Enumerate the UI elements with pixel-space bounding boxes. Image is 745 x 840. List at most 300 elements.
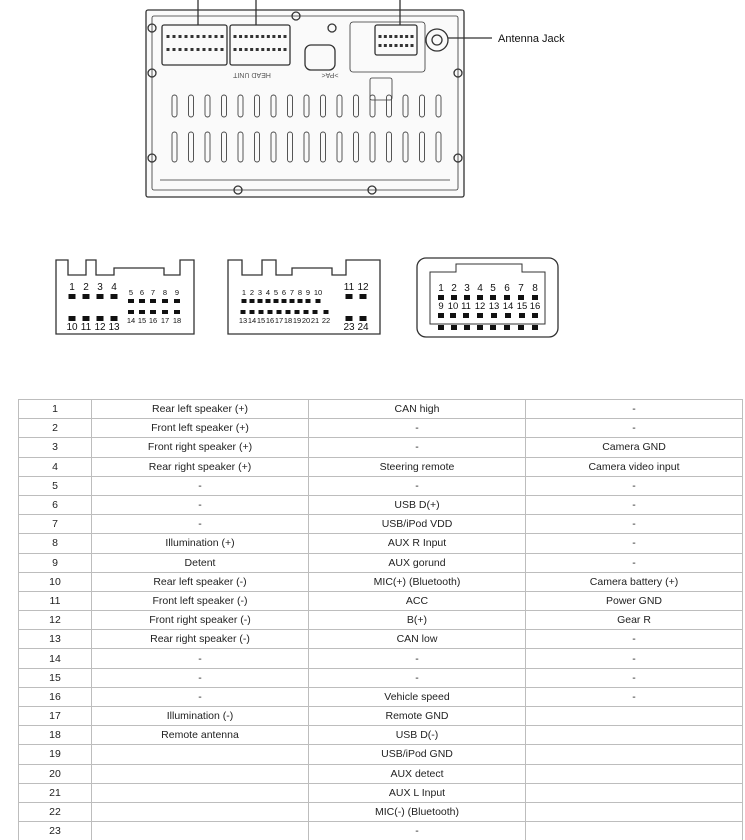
conn-a-pin-label: 17	[160, 316, 170, 325]
socket-pin	[221, 48, 224, 51]
conn-b-pin-label: 3	[257, 288, 263, 297]
socket-pin	[379, 35, 382, 38]
socket-pin	[278, 48, 281, 51]
conn-c-pin-pad	[504, 295, 510, 300]
socket-pin	[197, 35, 200, 38]
conn-b-pin-label: 16	[265, 316, 275, 325]
connector-b-function-cell: B(+)	[309, 611, 526, 630]
pin-number-cell: 23	[19, 822, 92, 840]
connector-a-function-cell: Illumination (-)	[92, 707, 309, 726]
conn-b-pin-label: 6	[281, 288, 287, 297]
conn-a-pin-pad	[111, 294, 118, 299]
connector-c-function-cell: -	[526, 553, 743, 572]
conn-c-pin-label: 6	[504, 283, 510, 294]
pin-number-cell: 2	[19, 419, 92, 438]
conn-b-pin-pad	[298, 299, 303, 303]
socket-pin	[167, 48, 170, 51]
conn-a-pin-pad	[69, 316, 76, 321]
socket-pin	[284, 48, 287, 51]
conn-a-pin-pad	[150, 310, 156, 314]
socket-pin	[384, 35, 387, 38]
socket-pin	[261, 48, 264, 51]
socket-pin	[197, 48, 200, 51]
connector-c-function-cell	[526, 745, 743, 764]
pin-number-cell: 22	[19, 802, 92, 821]
conn-b-pin-label: 17	[274, 316, 284, 325]
table-row	[19, 764, 743, 783]
conn-c-latch-tab	[504, 325, 510, 330]
connector-b	[228, 260, 380, 334]
conn-a-pin-pad	[162, 310, 168, 314]
conn-a-pin-label: 2	[83, 282, 89, 293]
connector-a-function-cell: Detent	[92, 553, 309, 572]
connector-a-function-cell: Illumination (+)	[92, 534, 309, 553]
socket-pin	[272, 35, 275, 38]
connector-c-function-cell: Power GND	[526, 591, 743, 610]
conn-a-pin-pad	[150, 299, 156, 303]
table-row	[19, 745, 743, 764]
conn-a-pin-label: 1	[69, 282, 75, 293]
pin-number-cell: 17	[19, 707, 92, 726]
connector-b-function-cell: Vehicle speed	[309, 687, 526, 706]
conn-c-pin-label: 13	[488, 301, 500, 312]
conn-a-pin-pad	[128, 310, 134, 314]
conn-c-pin-label: 11	[461, 301, 471, 312]
socket-pin	[173, 48, 176, 51]
connector-c-function-cell: -	[526, 668, 743, 687]
conn-a-pin-pad	[162, 299, 168, 303]
conn-b-pin-label: 24	[357, 322, 369, 333]
conn-a-pin-label: 11	[80, 322, 92, 333]
conn-a-pin-pad	[174, 299, 180, 303]
table-row	[19, 687, 743, 706]
table-row	[19, 400, 743, 419]
conn-a-pin-pad	[83, 294, 90, 299]
head-unit-rear-panel	[146, 0, 492, 197]
conn-b-pin-pad	[286, 310, 291, 314]
socket-pin	[185, 35, 188, 38]
pin-number-cell: 13	[19, 630, 92, 649]
socket-pin	[400, 35, 403, 38]
connector-a-function-cell	[92, 783, 309, 802]
conn-a-pin-pad	[139, 299, 145, 303]
table-row	[19, 515, 743, 534]
conn-c-pin-pad	[490, 295, 496, 300]
connector-b-function-cell: AUX R Input	[309, 534, 526, 553]
socket-pin	[179, 48, 182, 51]
conn-c-pin-pad	[438, 295, 444, 300]
socket-pin	[191, 35, 194, 38]
connector-c-pins	[438, 283, 540, 330]
conn-b-pin-label: 19	[292, 316, 302, 325]
conn-b-pin-pad	[306, 299, 311, 303]
table-row	[19, 457, 743, 476]
socket-pin	[250, 48, 253, 51]
connector-c-function-cell: -	[526, 515, 743, 534]
connector-b-function-cell: CAN high	[309, 400, 526, 419]
pin-number-cell: 1	[19, 400, 92, 419]
conn-c-pin-label: 7	[518, 283, 524, 294]
conn-b-pin-label: 4	[265, 288, 271, 297]
head-unit-diagram	[0, 0, 745, 395]
table-row	[19, 668, 743, 687]
socket-pin	[209, 35, 212, 38]
table-row	[19, 822, 743, 840]
conn-b-pin-label: 20	[301, 316, 311, 325]
conn-b-pin-pad	[241, 310, 246, 314]
conn-a-pin-pad	[174, 310, 180, 314]
connector-a-function-cell: Front right speaker (-)	[92, 611, 309, 630]
connector-a-function-cell	[92, 764, 309, 783]
conn-c-pin-pad	[519, 313, 525, 318]
conn-c-pin-label: 10	[447, 301, 459, 312]
conn-a-pin-label: 4	[111, 282, 117, 293]
connector-a-function-cell: Rear right speaker (+)	[92, 457, 309, 476]
socket-pin	[203, 35, 206, 38]
conn-a-pin-label: 13	[108, 322, 120, 333]
socket-pin	[215, 48, 218, 51]
casing-marking-1: HEAD UNIT	[233, 71, 271, 78]
table-row	[19, 553, 743, 572]
conn-c-pin-label: 4	[477, 283, 483, 294]
socket-pin	[411, 44, 414, 47]
connector-a-function-cell: -	[92, 495, 309, 514]
connector-c-function-cell: -	[526, 476, 743, 495]
connector-b-function-cell: ACC	[309, 591, 526, 610]
connector-b-function-cell: -	[309, 419, 526, 438]
connector-c-function-cell: -	[526, 649, 743, 668]
conn-a-pin-label: 16	[148, 316, 158, 325]
connector-b-function-cell: -	[309, 822, 526, 840]
table-row	[19, 495, 743, 514]
socket-pin	[185, 48, 188, 51]
conn-a-pin-label: 14	[126, 316, 136, 325]
conn-b-pin-pad	[277, 310, 282, 314]
conn-c-latch-tab	[477, 325, 483, 330]
socket-pin	[384, 44, 387, 47]
conn-b-pin-pad	[316, 299, 321, 303]
connector-a-function-cell: -	[92, 687, 309, 706]
socket-pin	[389, 35, 392, 38]
socket-pin	[405, 44, 408, 47]
conn-b-pin-pad	[360, 294, 367, 299]
pin-number-cell: 6	[19, 495, 92, 514]
conn-c-pin-pad	[532, 295, 538, 300]
conn-b-pin-label: 7	[289, 288, 295, 297]
conn-c-latch-tab	[532, 325, 538, 330]
antenna-jack-label: Antenna Jack	[498, 33, 565, 45]
connector-a-function-cell: -	[92, 476, 309, 495]
pin-number-cell: 16	[19, 687, 92, 706]
conn-c-pin-pad	[532, 313, 538, 318]
conn-a-pin-label: 9	[174, 288, 180, 297]
conn-b-pin-label: 1	[241, 288, 247, 297]
connector-b-function-cell: MIC(+) (Bluetooth)	[309, 572, 526, 591]
conn-b-pin-pad	[250, 299, 255, 303]
socket-pin	[267, 35, 270, 38]
conn-a-pin-label: 5	[128, 288, 134, 297]
socket-pin	[267, 48, 270, 51]
conn-b-pin-pad	[304, 310, 309, 314]
socket-pin	[179, 35, 182, 38]
conn-b-pin-pad	[295, 310, 300, 314]
connector-b-function-cell: Steering remote	[309, 457, 526, 476]
connector-b-function-cell: AUX L Input	[309, 783, 526, 802]
connector-c-function-cell: -	[526, 630, 743, 649]
conn-a-pin-label: 7	[150, 288, 156, 297]
table-row	[19, 707, 743, 726]
connector-c-function-cell: -	[526, 495, 743, 514]
conn-a-pin-label: 3	[97, 282, 103, 293]
socket-pin	[272, 48, 275, 51]
connector-a-function-cell	[92, 745, 309, 764]
conn-b-pin-pad	[268, 310, 273, 314]
connector-b-function-cell: -	[309, 438, 526, 457]
conn-c-pin-label: 12	[474, 301, 486, 312]
socket-pin	[400, 44, 403, 47]
pin-number-cell: 7	[19, 515, 92, 534]
conn-a-pin-pad	[128, 299, 134, 303]
conn-c-latch-tab	[518, 325, 524, 330]
connector-a-function-cell: Front right speaker (+)	[92, 438, 309, 457]
pin-number-cell: 5	[19, 476, 92, 495]
pin-number-cell: 20	[19, 764, 92, 783]
connector-b-function-cell: USB D(-)	[309, 726, 526, 745]
conn-b-pin-pad	[258, 299, 263, 303]
conn-c-pin-label: 5	[490, 283, 496, 294]
connector-a-function-cell: Rear right speaker (-)	[92, 630, 309, 649]
connector-c-function-cell: Gear R	[526, 611, 743, 630]
conn-c-pin-pad	[518, 295, 524, 300]
connector-a	[56, 260, 194, 334]
conn-a-pin-pad	[83, 316, 90, 321]
table-row	[19, 534, 743, 553]
conn-a-pin-label: 15	[137, 316, 147, 325]
table-row	[19, 802, 743, 821]
conn-a-pin-label: 18	[172, 316, 182, 325]
conn-a-pin-label: 12	[94, 322, 106, 333]
socket-pin	[395, 44, 398, 47]
pin-number-cell: 12	[19, 611, 92, 630]
conn-c-pin-label: 2	[451, 283, 457, 294]
conn-b-pin-label: 22	[321, 316, 331, 325]
conn-b-pin-label: 13	[238, 316, 248, 325]
socket-pin	[395, 35, 398, 38]
conn-b-pin-label: 11	[343, 282, 355, 293]
connector-a-pins	[66, 282, 181, 333]
conn-b-pin-pad	[324, 310, 329, 314]
conn-c-pin-label: 8	[532, 283, 538, 294]
connector-c-function-cell: Camera GND	[526, 438, 743, 457]
table-row	[19, 438, 743, 457]
connector-a-function-cell: Front left speaker (-)	[92, 591, 309, 610]
conn-c-pin-pad	[464, 295, 470, 300]
connector-c-function-cell	[526, 707, 743, 726]
connector-c-function-cell: -	[526, 419, 743, 438]
pin-number-cell: 14	[19, 649, 92, 668]
conn-c-pin-label: 9	[438, 301, 444, 312]
connector-a-function-cell: -	[92, 649, 309, 668]
connector-b-function-cell: AUX gorund	[309, 553, 526, 572]
socket-pin	[234, 48, 237, 51]
connector-b-function-cell: USB/iPod GND	[309, 745, 526, 764]
conn-a-pin-pad	[139, 310, 145, 314]
connector-c-function-cell: Camera video input	[526, 457, 743, 476]
socket-pin	[379, 44, 382, 47]
conn-b-pin-pad	[360, 316, 367, 321]
conn-b-pin-pad	[259, 310, 264, 314]
connector-a-function-cell: Rear left speaker (-)	[92, 572, 309, 591]
table-row	[19, 726, 743, 745]
table-row	[19, 783, 743, 802]
conn-b-pin-label: 8	[297, 288, 303, 297]
socket-pin	[173, 35, 176, 38]
connector-a-function-cell: -	[92, 515, 309, 534]
connector-a-function-cell	[92, 822, 309, 840]
socket-pin	[215, 35, 218, 38]
conn-b-pin-pad	[250, 310, 255, 314]
conn-b-pin-pad	[346, 316, 353, 321]
socket-pin	[250, 35, 253, 38]
connector-c	[417, 258, 558, 337]
conn-b-pin-pad	[274, 299, 279, 303]
conn-b-pin-pad	[282, 299, 287, 303]
socket-pin	[203, 48, 206, 51]
connector-b-function-cell: MIC(-) (Bluetooth)	[309, 802, 526, 821]
pin-number-cell: 15	[19, 668, 92, 687]
socket-pin	[278, 35, 281, 38]
connector-c-function-cell	[526, 764, 743, 783]
conn-a-pin-pad	[97, 294, 104, 299]
conn-c-pin-label: 14	[502, 301, 514, 312]
socket-pin	[191, 48, 194, 51]
conn-c-pin-label: 3	[464, 283, 470, 294]
conn-b-pin-pad	[346, 294, 353, 299]
connector-b-function-cell: USB D(+)	[309, 495, 526, 514]
table-row	[19, 419, 743, 438]
conn-b-pin-label: 5	[273, 288, 279, 297]
socket-pin	[245, 48, 248, 51]
pin-number-cell: 11	[19, 591, 92, 610]
socket-pin	[245, 35, 248, 38]
conn-a-pin-label: 6	[139, 288, 145, 297]
socket-pin	[221, 35, 224, 38]
conn-c-latch-tab	[438, 325, 444, 330]
pin-number-cell: 8	[19, 534, 92, 553]
conn-b-pin-label: 23	[343, 322, 355, 333]
pin-number-cell: 18	[19, 726, 92, 745]
connector-c-function-cell: -	[526, 400, 743, 419]
pinout-table	[18, 399, 743, 840]
conn-b-pin-label: 2	[249, 288, 255, 297]
connector-c-function-cell	[526, 802, 743, 821]
connector-b-function-cell: -	[309, 476, 526, 495]
conn-c-latch-tab	[451, 325, 457, 330]
conn-b-pin-label: 9	[305, 288, 311, 297]
conn-c-pin-pad	[438, 313, 444, 318]
socket-pin	[167, 35, 170, 38]
socket-pin	[405, 35, 408, 38]
conn-b-pin-label: 10	[313, 288, 323, 297]
connector-c-function-cell: -	[526, 687, 743, 706]
socket-pin	[256, 35, 259, 38]
socket-pin	[284, 35, 287, 38]
connector-b-function-cell: -	[309, 649, 526, 668]
conn-b-pin-label: 21	[310, 316, 320, 325]
connector-a-function-cell: Rear left speaker (+)	[92, 400, 309, 419]
socket-pin	[261, 35, 264, 38]
conn-b-pin-label: 14	[247, 316, 257, 325]
table-row	[19, 476, 743, 495]
conn-b-pin-label: 15	[256, 316, 266, 325]
connector-b-function-cell: Remote GND	[309, 707, 526, 726]
connector-b-pins	[239, 282, 369, 333]
conn-c-pin-pad	[477, 313, 483, 318]
connector-b-function-cell: CAN low	[309, 630, 526, 649]
connector-a-function-cell: Remote antenna	[92, 726, 309, 745]
conn-c-pin-pad	[451, 295, 457, 300]
conn-c-pin-label: 16	[529, 301, 541, 312]
conn-b-pin-pad	[290, 299, 295, 303]
conn-b-pin-pad	[313, 310, 318, 314]
pin-number-cell: 4	[19, 457, 92, 476]
table-row	[19, 649, 743, 668]
conn-b-pin-label: 12	[357, 282, 369, 293]
conn-b-pin-label: 18	[283, 316, 293, 325]
socket-pin	[411, 35, 414, 38]
connector-a-function-cell: -	[92, 668, 309, 687]
connector-a-function-cell	[92, 802, 309, 821]
conn-c-pin-pad	[450, 313, 456, 318]
connector-c-function-cell: -	[526, 534, 743, 553]
table-row	[19, 611, 743, 630]
socket-pin	[209, 48, 212, 51]
conn-c-pin-pad	[491, 313, 497, 318]
connector-b-function-cell: -	[309, 668, 526, 687]
conn-c-pin-pad	[463, 313, 469, 318]
conn-a-pin-label: 10	[66, 322, 78, 333]
pin-number-cell: 10	[19, 572, 92, 591]
connector-a-function-cell: Front left speaker (+)	[92, 419, 309, 438]
conn-b-pin-pad	[266, 299, 271, 303]
conn-b-pin-pad	[242, 299, 247, 303]
socket-pin	[239, 35, 242, 38]
connector-b-function-cell: AUX detect	[309, 764, 526, 783]
connector-c-function-cell	[526, 726, 743, 745]
conn-a-pin-pad	[97, 316, 104, 321]
table-row	[19, 591, 743, 610]
conn-c-pin-label: 15	[516, 301, 528, 312]
socket-pin	[234, 35, 237, 38]
conn-c-latch-tab	[464, 325, 470, 330]
pin-number-cell: 19	[19, 745, 92, 764]
table-row	[19, 572, 743, 591]
conn-a-pin-pad	[69, 294, 76, 299]
socket-pin	[239, 48, 242, 51]
table-row	[19, 630, 743, 649]
connector-c-function-cell	[526, 783, 743, 802]
connector-c-function-cell: Camera battery (+)	[526, 572, 743, 591]
conn-c-pin-pad	[477, 295, 483, 300]
conn-c-pin-pad	[505, 313, 511, 318]
pin-number-cell: 9	[19, 553, 92, 572]
connector-b-function-cell: USB/iPod VDD	[309, 515, 526, 534]
casing-marking-2: >PA<	[321, 71, 339, 78]
conn-c-pin-label: 1	[438, 283, 444, 294]
socket-pin	[256, 48, 259, 51]
conn-a-pin-pad	[111, 316, 118, 321]
socket-pin	[389, 44, 392, 47]
